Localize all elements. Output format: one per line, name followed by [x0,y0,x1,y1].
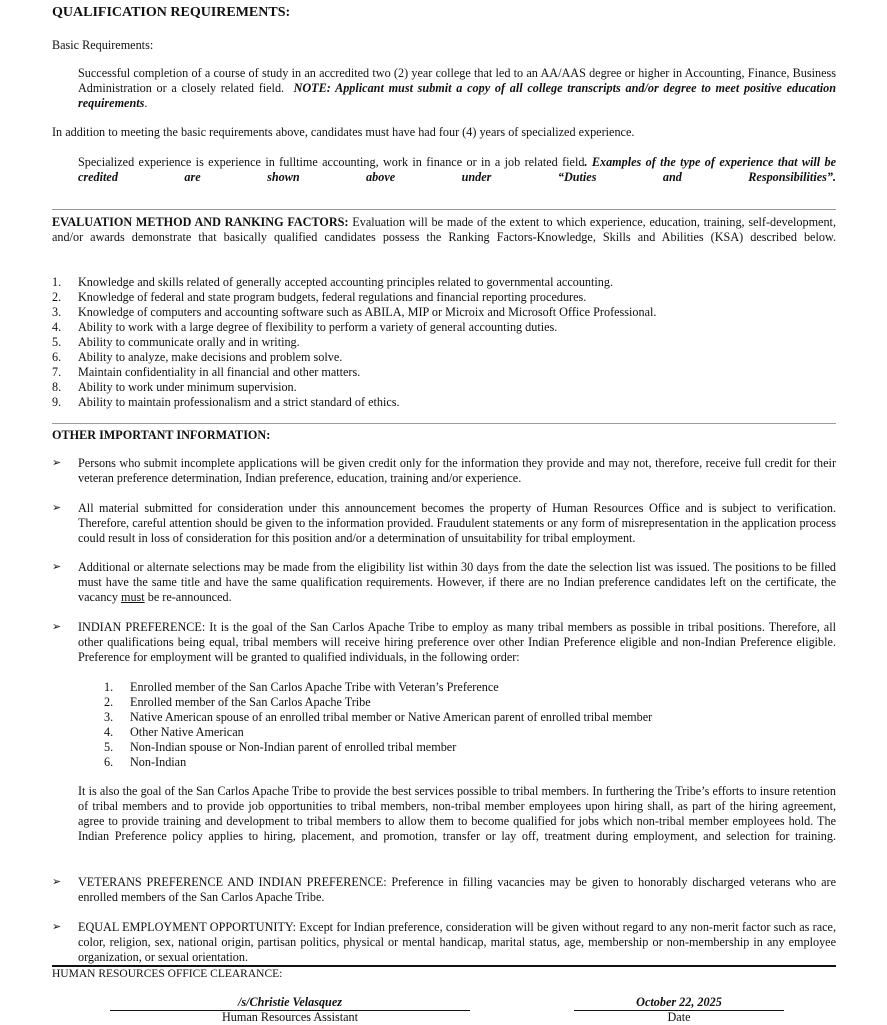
list-item [104,755,652,770]
list-item [52,395,656,410]
list-item [104,740,652,755]
list-item-number: 2. [52,290,62,304]
list-item-number: 9. [52,395,62,409]
info-item-text: VETERANS PREFERENCE AND INDIAN PREFERENCE: Preference in filling vacancies may be given to honorably discharged veterans who are enrolled members of the San Carlos Apache Tribe. [78,875,836,904]
alternate-text-a: Additional or alternate selections may be made from the eligibility list within 30 days from the date the selection list was issued. The positions to be filled must have the same title and have the same qualification requirements. However, if there are no Indian preference candidates left on the certificate, the vacancy [78,560,836,604]
list-item-text: Ability to work with a large degree of flexibility to perform a variety of general accounting duties. [78,320,558,334]
arrow-bullet-icon: ➢ [52,561,62,573]
list-item-number: 8. [52,380,62,394]
list-item [52,290,656,305]
alternate-text-b: be re-announced. [144,590,232,604]
list-item-number: 5. [52,335,62,349]
list-item [52,275,656,290]
list-item [52,365,656,380]
basic-requirements-label: Basic Requirements: [52,38,154,52]
list-item [104,680,652,695]
list-item [52,320,656,335]
list-item-text: Knowledge of computers and accounting software such as ABILA, MIP or Microix and Microsoft Office Professional. [78,305,657,319]
arrow-bullet-icon: ➢ [52,502,62,514]
arrow-bullet-icon: ➢ [52,921,62,933]
list-item [104,725,652,740]
qualification-heading: QUALIFICATION REQUIREMENTS: [52,5,291,20]
list-item-number: 6. [104,755,114,769]
list-item-text: Enrolled member of the San Carlos Apache Tribe [130,695,371,709]
section-divider [52,209,836,210]
list-item [52,350,656,365]
list-item-text: Ability to analyze, make decisions and problem solve. [78,350,343,364]
basic-note-end: . [144,96,148,110]
arrow-bullet-icon: ➢ [52,457,62,469]
date-value: October 22, 2025 [636,995,722,1009]
evaluation-paragraph [52,215,836,260]
list-item-number: 4. [52,320,62,334]
info-item-text: EQUAL EMPLOYMENT OPPORTUNITY: Except for Indian preference, consideration will be given without regard to any non-merit factor such as race, color, religion, sex, national origin, partisan politics, physical or mental handicap, marital status, age, membership or non-membership in any employee organization, or sexual orientation. [78,920,836,964]
basic-text: Successful completion of a course of study in an accredited two (2) year college that led to an AA/AAS degree or higher in Accounting, Finance, Business Administration or a closely related field. [78,66,836,95]
basic-requirements-text [78,66,836,126]
other-info-heading: OTHER IMPORTANT INFORMATION: [52,428,271,442]
list-item-text: Ability to communicate orally and in writing. [78,335,300,349]
info-item-text [78,560,836,605]
list-item-text: Native American spouse of an enrolled tribal member or Native American parent of enrolled tribal member [130,710,653,724]
list-item [104,695,652,710]
date-label: Date [667,1010,691,1024]
list-item-number: 1. [52,275,62,289]
arrow-bullet-icon: ➢ [52,876,62,888]
info-item-text: INDIAN PREFERENCE: It is the goal of the San Carlos Apache Tribe to employ as many tribal members as possible in tribal positions. Therefore, all other qualifications being equal, tribal members will receive hiring preference over other Indian Preference eligible and non-Indian Preference eligible. Preference for employment will be granted to qualified individuals, in the following order: [78,620,836,664]
list-item [104,710,652,725]
list-item-number: 2. [104,695,114,709]
list-item-number: 1. [104,680,114,694]
arrow-bullet-icon: ➢ [52,621,62,633]
list-item-number: 6. [52,350,62,364]
signature-title: Human Resources Assistant [221,1010,359,1024]
list-item-text: Enrolled member of the San Carlos Apache Tribe with Veteran’s Preference [130,680,499,694]
list-item-number: 7. [52,365,62,379]
list-item [52,335,656,350]
list-item-number: 5. [104,740,114,754]
ranking-factors-list [52,275,656,410]
list-item-text: Ability to maintain professionalism and a strict standard of ethics. [78,395,400,409]
info-item-text: Persons who submit incomplete applications will be given credit only for the information they provide and may not, therefore, receive full credit for their veteran preference determination, Indian preference, education, training and/or experience. [78,456,836,485]
alternate-text-underlined: must [120,590,145,604]
evaluation-heading: EVALUATION METHOD AND RANKING FACTORS: [52,215,349,229]
tribe-goal-paragraph: It is also the goal of the San Carlos Apache Tribe to provide the best services possible to tribal members. In furthering the Tribe’s efforts to insure retention of tribal members and to provide job opportunities to tribal members, non-tribal member employees upon hiring shall, as part of the hiring agreement, agree to provide training and development to tribal members to allow them to become qualified for jobs which non-tribal member employees hold. The Indian Preference policy applies to hiring, placement, and promotion, transfer or lay off, treatment during employment, and selection for training. [78,784,836,843]
evaluation-intro: Evaluation will be made of the extent to which experience, education, training, self-development, and/or awards demonstrate that basically qualified candidates possess the Ranking Factors-Knowledge, Skills and Abilities (KSA) described below. [52,215,836,244]
list-item-number: 4. [104,725,114,739]
list-item-number: 3. [104,710,114,724]
list-item-text: Knowledge of federal and state program budgets, federal regulations and financial reporting procedures. [78,290,587,304]
additional-experience-text: In addition to meeting the basic requirements above, candidates must have had four (4) years of specialized experience. [52,125,635,139]
clearance-heading: HUMAN RESOURCES OFFICE CLEARANCE: [52,968,283,980]
list-item-text: Other Native American [130,725,244,739]
list-item [52,380,656,395]
info-item-text: All material submitted for consideration under this announcement becomes the property of Human Resources Office and is subject to verification. Therefore, careful attention should be given to the information provided. Fraudulent statements or any form of misrepresentation in the application process could result in loss of consideration for this position and/or a determination of unsuitability for tribal employment. [78,501,836,545]
specialized-experience-text [78,155,836,200]
list-item-text: Non-Indian spouse or Non-Indian parent of enrolled tribal member [130,740,457,754]
section-divider [52,423,836,424]
specialized-emphasis: . Examples of the type of experience that will be credited are shown above under “Duties and Responsibilities”. [78,155,836,184]
list-item-number: 3. [52,305,62,319]
list-item-text: Ability to work under minimum supervision. [78,380,297,394]
list-item-text: Non-Indian [130,755,187,769]
specialized-text: Specialized experience is experience in fulltime accounting, work in finance or in a job related field [78,155,585,169]
signature-value: /s/Christie Velasquez [238,995,342,1009]
basic-note: NOTE: Applicant must submit a copy of all college transcripts and/or degree to meet positive education requirements [78,81,837,110]
list-item-text: Maintain confidentiality in all financial and other matters. [78,365,361,379]
list-item [52,305,656,320]
preference-order-list [104,680,652,770]
list-item-text: Knowledge and skills related of generally accepted accounting principles related to governmental accounting. [78,275,614,289]
